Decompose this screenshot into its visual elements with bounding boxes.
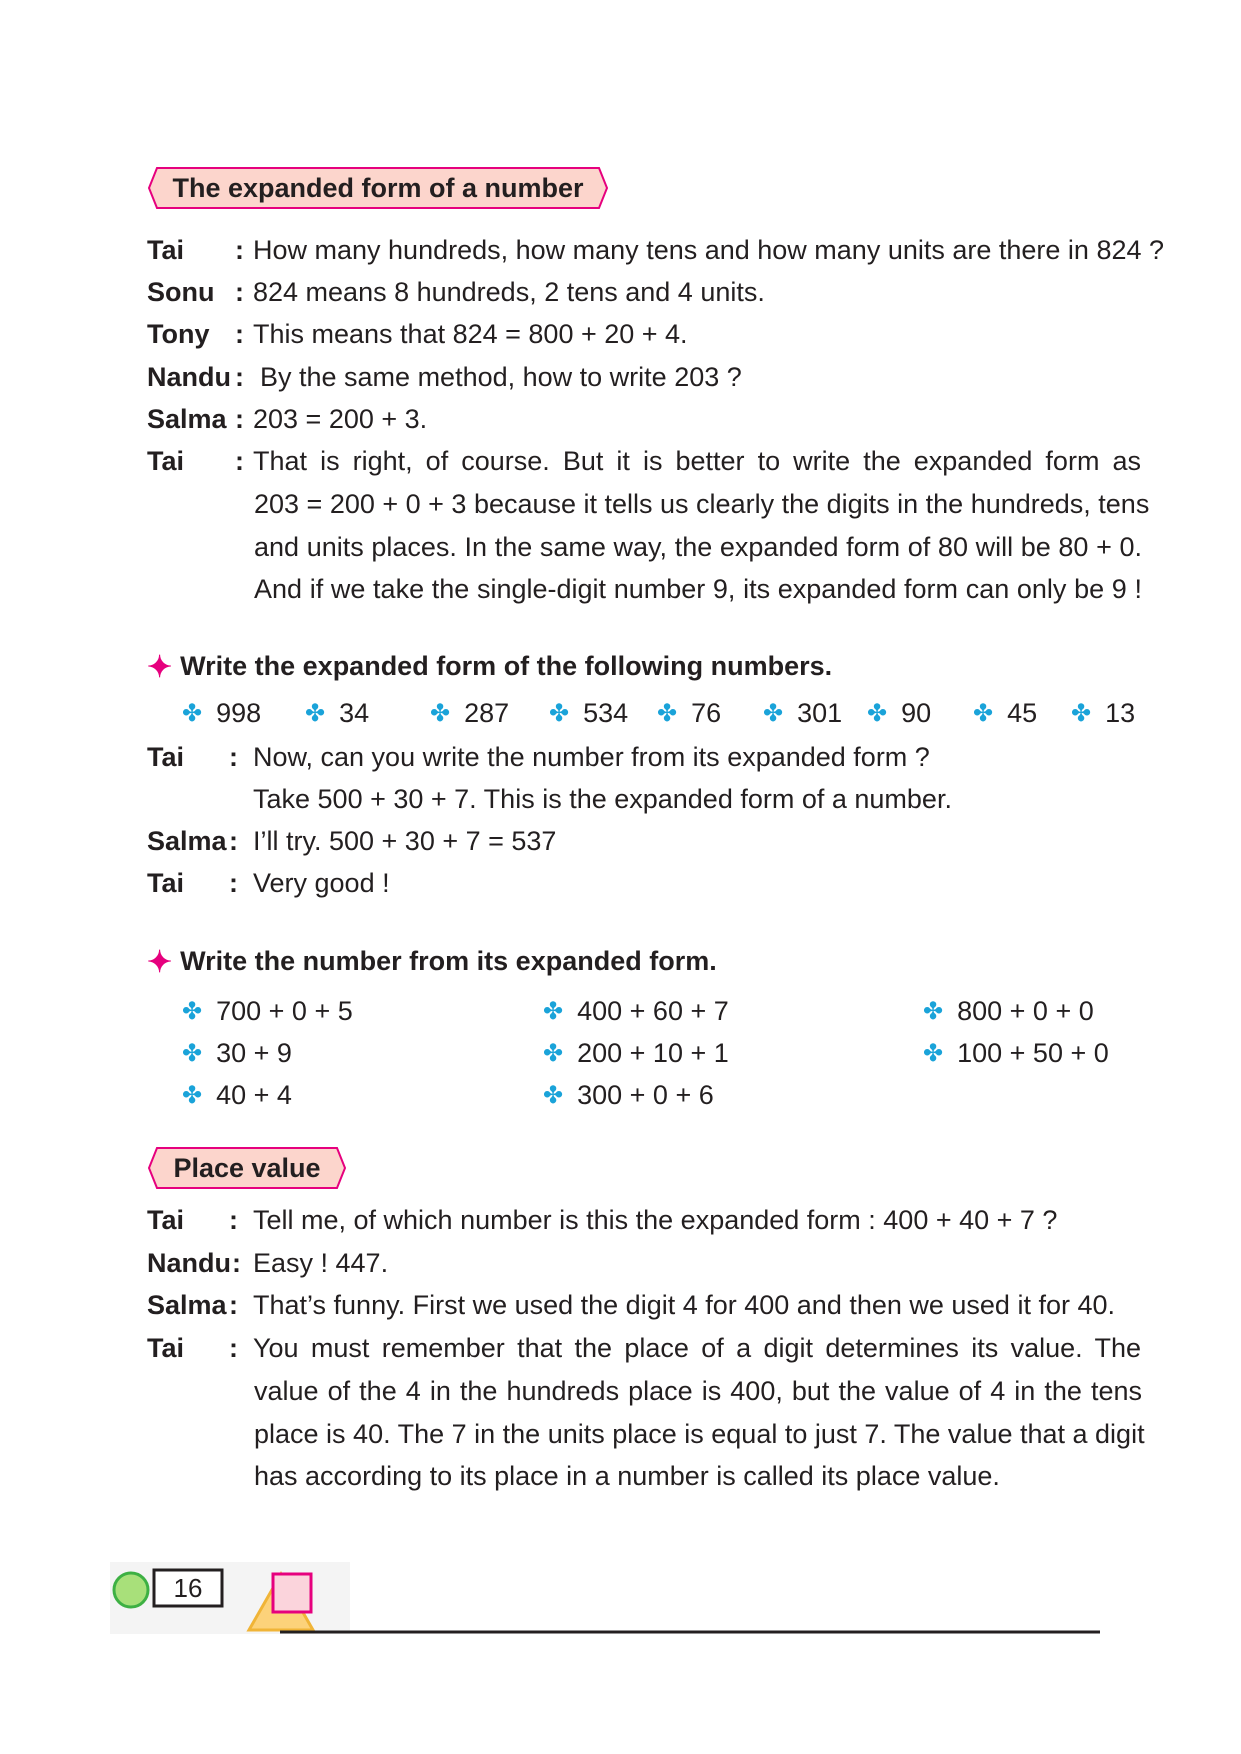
list-item xyxy=(543,991,729,1033)
dialogue-text: 203 = 200 + 3. xyxy=(253,404,428,434)
dialogue-text: This means that 824 = 800 + 20 + 4. xyxy=(253,319,688,349)
speaker-name: Tai xyxy=(147,235,185,265)
dialogue-continuation xyxy=(254,483,1150,611)
list-item xyxy=(182,693,261,735)
list-item xyxy=(543,1033,729,1075)
number-value: 34 xyxy=(339,698,370,728)
expression: 100 + 50 + 0 xyxy=(957,1038,1109,1068)
speaker-name: Nandu xyxy=(147,362,231,392)
continuation-line: 203 = 200 + 0 + 3 because it tells us clearly the digits in the hundreds, tens xyxy=(254,489,1150,519)
four-leaf-clover-icon: ✤ xyxy=(182,1082,203,1109)
four-leaf-clover-icon: ✤ xyxy=(923,998,944,1025)
four-leaf-clover-icon: ✤ xyxy=(1071,700,1092,727)
dialogue-text: You must remember that the place of a digit determines its value. The xyxy=(253,1333,1141,1363)
list-item xyxy=(923,1033,1109,1075)
continuation-line: has according to its place in a number is called its place value. xyxy=(254,1461,1000,1491)
dialogue-line xyxy=(147,1328,1142,1368)
footer xyxy=(110,1560,1110,1640)
four-leaf-clover-icon: ✤ xyxy=(923,1040,944,1067)
four-leaf-clover-icon: ✤ xyxy=(182,1040,203,1067)
four-leaf-clover-icon: ✤ xyxy=(867,700,888,727)
number-value: 90 xyxy=(901,698,932,728)
list-item xyxy=(1071,693,1135,735)
colon: : xyxy=(235,319,244,349)
colon: : xyxy=(235,446,244,476)
colon: : xyxy=(235,235,244,265)
number-value: 76 xyxy=(691,698,722,728)
colon: : xyxy=(229,1290,238,1320)
task-instruction xyxy=(147,646,832,686)
expression: 700 + 0 + 5 xyxy=(216,996,353,1026)
list-item xyxy=(763,693,842,735)
heading-text: The expanded form of a number xyxy=(172,173,584,203)
speaker-name: Sonu xyxy=(147,277,215,307)
four-leaf-clover-icon: ✤ xyxy=(973,700,994,727)
task-instruction-text: Write the number from its expanded form. xyxy=(180,946,717,976)
four-point-star-icon: ✦ xyxy=(147,946,173,979)
continuation-line: place is 40. The 7 in the units place is equal to just 7. The value that a digit xyxy=(254,1418,1145,1449)
four-leaf-clover-icon: ✤ xyxy=(182,998,203,1025)
number-value: 534 xyxy=(583,698,629,728)
dialogue-text: 824 means 8 hundreds, 2 tens and 4 units. xyxy=(253,277,765,307)
continuation-line: and units places. In the same way, the expanded form of 80 will be 80 + 0. xyxy=(254,531,1142,562)
four-leaf-clover-icon: ✤ xyxy=(543,1082,564,1109)
four-leaf-clover-icon: ✤ xyxy=(657,700,678,727)
list-item xyxy=(549,693,628,735)
number-value: 287 xyxy=(464,698,510,728)
expression: 30 + 9 xyxy=(216,1038,292,1068)
four-leaf-clover-icon: ✤ xyxy=(763,700,784,727)
expression: 200 + 10 + 1 xyxy=(577,1038,729,1068)
speaker-name: Tai xyxy=(147,446,185,476)
list-item xyxy=(182,991,353,1033)
dialogue-text: How many hundreds, how many tens and how many units are there in 824 ? xyxy=(253,235,1165,265)
section-heading-expanded-form xyxy=(147,166,609,210)
expression: 800 + 0 + 0 xyxy=(957,996,1094,1026)
dialogue-text: Very good ! xyxy=(253,868,390,898)
speaker-name: Tai xyxy=(147,1333,185,1363)
list-item xyxy=(430,693,509,735)
expression: 300 + 0 + 6 xyxy=(577,1080,714,1110)
four-leaf-clover-icon: ✤ xyxy=(549,700,570,727)
task-instruction-text: Write the expanded form of the following numbers. xyxy=(180,651,833,681)
list-item xyxy=(182,1075,292,1117)
dialogue-text: That is right, of course. But it is better to write the expanded form as xyxy=(253,446,1141,476)
green-circle-icon xyxy=(114,1573,148,1607)
list-item xyxy=(923,991,1094,1033)
colon: : xyxy=(232,1248,241,1278)
page-number: 16 xyxy=(173,1573,203,1603)
colon: : xyxy=(229,1205,238,1235)
four-point-star-icon: ✦ xyxy=(147,651,173,684)
footer-shapes xyxy=(110,1560,1110,1640)
list-item xyxy=(867,693,931,735)
colon: : xyxy=(229,826,238,856)
dialogue-text: That’s funny. First we used the digit 4 for 400 and then we used it for 40. xyxy=(253,1290,1115,1320)
number-value: 301 xyxy=(797,698,843,728)
dialogue-line xyxy=(147,441,1142,481)
continuation-line: value of the 4 in the hundreds place is 400, but the value of 4 in the tens xyxy=(254,1376,1142,1406)
colon: : xyxy=(235,362,244,392)
speaker-name: Tai xyxy=(147,868,185,898)
list-item xyxy=(657,693,721,735)
pink-square-icon xyxy=(273,1574,311,1612)
continuation-line: And if we take the single-digit number 9, its expanded form can only be 9 ! xyxy=(254,574,1142,604)
speaker-name: Tai xyxy=(147,742,185,772)
dialogue-text: By the same method, how to write 203 ? xyxy=(260,362,742,392)
speaker-name: Salma xyxy=(147,826,227,856)
colon: : xyxy=(229,742,238,772)
list-item xyxy=(182,1033,292,1075)
dialogue-text: I’ll try. 500 + 30 + 7 = 537 xyxy=(253,826,557,856)
dialogue-continuation xyxy=(254,1370,1145,1498)
speaker-name: Salma xyxy=(147,1290,227,1320)
four-leaf-clover-icon: ✤ xyxy=(430,700,451,727)
colon: : xyxy=(229,868,238,898)
expression: 400 + 60 + 7 xyxy=(577,996,729,1026)
four-leaf-clover-icon: ✤ xyxy=(543,1040,564,1067)
number-value: 45 xyxy=(1007,698,1038,728)
four-leaf-clover-icon: ✤ xyxy=(305,700,326,727)
colon: : xyxy=(235,277,244,307)
speaker-name: Nandu xyxy=(147,1248,231,1278)
four-leaf-clover-icon: ✤ xyxy=(543,998,564,1025)
heading-text: Place value xyxy=(173,1153,321,1183)
number-value: 998 xyxy=(216,698,262,728)
list-item xyxy=(543,1075,714,1117)
list-item xyxy=(973,693,1037,735)
colon: : xyxy=(235,404,244,434)
speaker-name: Tony xyxy=(147,319,210,349)
list-item xyxy=(305,693,369,735)
task-instruction xyxy=(147,941,717,981)
dialogue-text: Now, can you write the number from its expanded form ? xyxy=(253,742,930,772)
dialogue-text: Take 500 + 30 + 7. This is the expanded form of a number. xyxy=(253,784,952,814)
speaker-name: Tai xyxy=(147,1205,185,1235)
dialogue-text: Easy ! 447. xyxy=(253,1248,389,1278)
number-value: 13 xyxy=(1105,698,1136,728)
speaker-name: Salma xyxy=(147,404,227,434)
colon: : xyxy=(229,1333,238,1363)
four-leaf-clover-icon: ✤ xyxy=(182,700,203,727)
section-heading-place-value xyxy=(147,1146,347,1190)
expression: 40 + 4 xyxy=(216,1080,292,1110)
dialogue-text: Tell me, of which number is this the expanded form : 400 + 40 + 7 ? xyxy=(253,1205,1058,1235)
